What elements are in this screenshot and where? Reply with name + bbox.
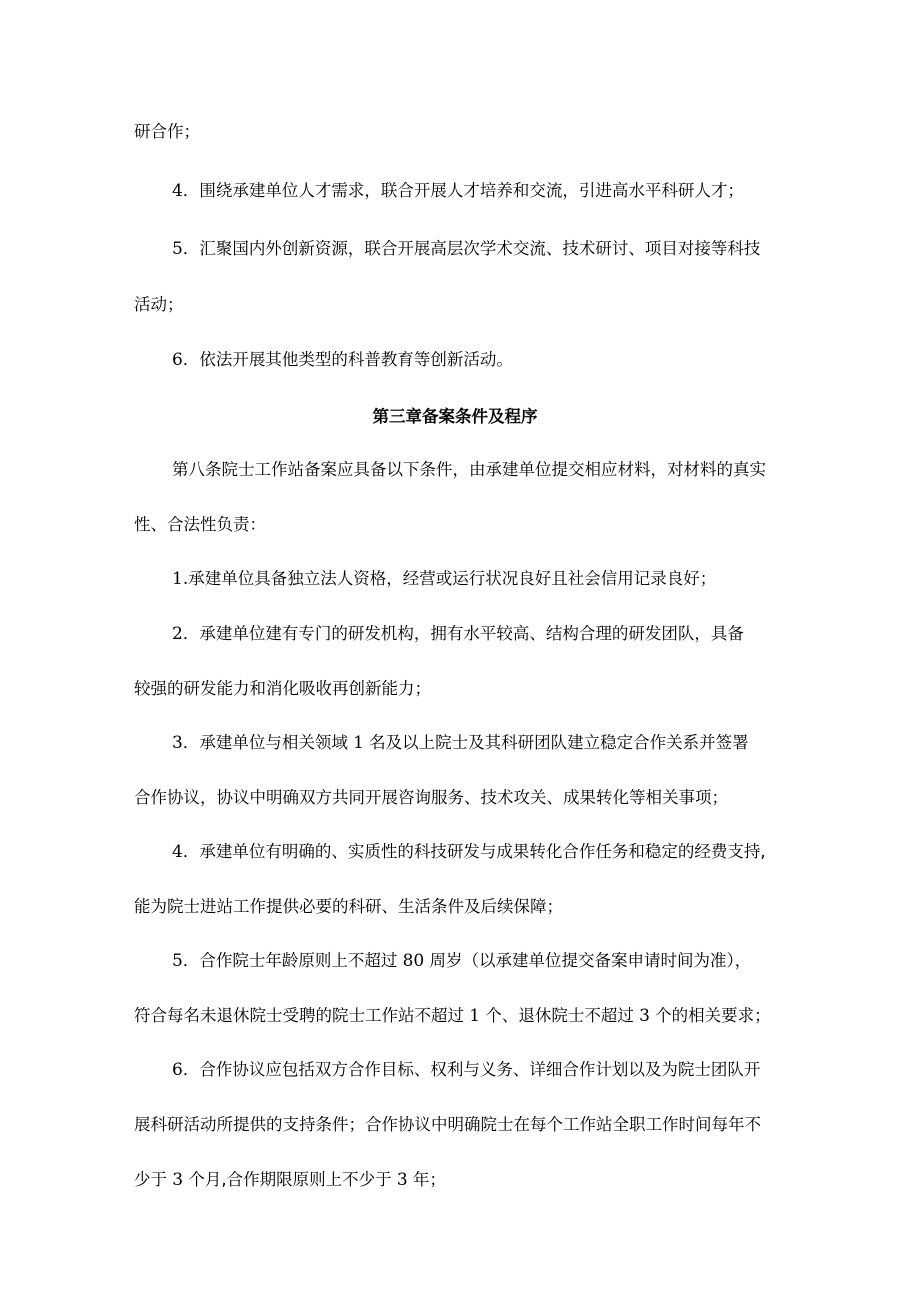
inline-number: 1: [353, 733, 364, 753]
item-text: ．依法开展其他类型的科普教育等创新活动。: [182, 350, 513, 369]
list-item-b3-continuation: [134, 787, 728, 809]
article-paragraph-continuation: [134, 514, 266, 536]
list-item-b6-continuation-2: [134, 1169, 446, 1191]
list-item-b1: [172, 568, 716, 590]
inline-number: 1: [469, 1006, 481, 1026]
item-text: 个月,合作期限原则上不少于: [188, 1170, 392, 1189]
item-text: 合作协议，协议中明确双方共同开展咨询服务、技术攻关、成果转化等相关事项；: [134, 788, 728, 807]
item-number: 3: [172, 733, 183, 753]
item-text: 少于: [134, 1170, 167, 1189]
list-item-a5: [172, 238, 760, 260]
inline-number: 3: [639, 1006, 650, 1026]
paragraph-continuation: [134, 121, 200, 143]
item-text: 符合每名未退休院士受聘的院士工作站不超过: [134, 1006, 464, 1025]
item-text: 能为院士进站工作提供必要的科研、生活条件及后续保障；: [134, 897, 563, 916]
item-text: ．围绕承建单位人才需求，联合开展人才培养和交流，引进高水平科研人才；: [182, 181, 744, 200]
item-text: 较强的研发能力和消化吸收再创新能力；: [134, 679, 431, 698]
item-text: 周岁（以承建单位提交备案申请时间为准），: [429, 951, 752, 970]
list-item-b3: [172, 732, 749, 754]
list-item-b4-continuation: [134, 896, 563, 918]
article-text: 性、合法性负责：: [134, 515, 266, 534]
list-item-b6: [172, 1059, 760, 1081]
item-text: ．汇聚国内外创新资源，联合开展高层次学术交流、技术研讨、项目对接等科技: [182, 239, 761, 258]
chapter-title: 第三章备案条件及程序: [372, 407, 538, 426]
item-number: 6: [172, 1060, 183, 1080]
inline-number: 80: [402, 951, 425, 971]
list-item-a6: [172, 349, 513, 371]
list-item-b6-continuation: [134, 1114, 761, 1136]
list-item-a4: [172, 180, 744, 202]
list-item-b2-continuation: [134, 678, 431, 700]
continuation-text: 研合作；: [134, 122, 200, 141]
item-text: ．合作协议应包括双方合作目标、权利与义务、详细合作计划以及为院士团队开: [182, 1060, 761, 1079]
item-text: 展科研活动所提供的支持条件；合作协议中明确院士在每个工作站全职工作时间每年不: [134, 1115, 761, 1134]
item-text: 个、退休院士不超过: [485, 1006, 634, 1025]
item-text: 活动；: [134, 295, 184, 314]
article-text: 第八条院士工作站备案应具备以下条件，由承建单位提交相应材料，对材料的真实: [172, 460, 766, 479]
inline-number: 3: [396, 1170, 408, 1190]
item-number: 2: [172, 624, 183, 644]
item-text: ．承建单位与相关领域: [182, 733, 348, 752]
list-item-a5-continuation: [134, 294, 184, 316]
item-number: 6: [172, 350, 183, 370]
item-text: ．合作院士年龄原则上不超过: [182, 951, 398, 970]
list-item-b2: [172, 623, 744, 645]
item-text: 年；: [412, 1170, 446, 1189]
article-paragraph: [172, 459, 766, 481]
list-item-b5-continuation: [134, 1005, 771, 1027]
item-number: 5: [172, 951, 183, 971]
item-text: 承建单位具备独立法人资格，经营或运行状况良好且社会信用记录良好；: [188, 569, 717, 588]
list-item-b4: [172, 841, 766, 863]
item-number: 5: [172, 239, 183, 259]
item-text: 个的相关要求；: [655, 1006, 771, 1025]
inline-number: 3: [172, 1170, 184, 1190]
item-text: 名及以上院士及其科研团队建立稳定合作关系并签署: [369, 733, 749, 752]
list-item-b5: [172, 950, 751, 972]
item-number: 4: [172, 181, 183, 201]
item-text: ．承建单位建有专门的研发机构，拥有水平较高、结构合理的研发团队，具备: [182, 624, 744, 643]
item-text: ．承建单位有明确的、实质性的科技研发与成果转化合作任务和稳定的经费支持,: [182, 842, 766, 861]
item-number: 4: [172, 842, 183, 862]
item-number: 1.: [172, 569, 189, 589]
